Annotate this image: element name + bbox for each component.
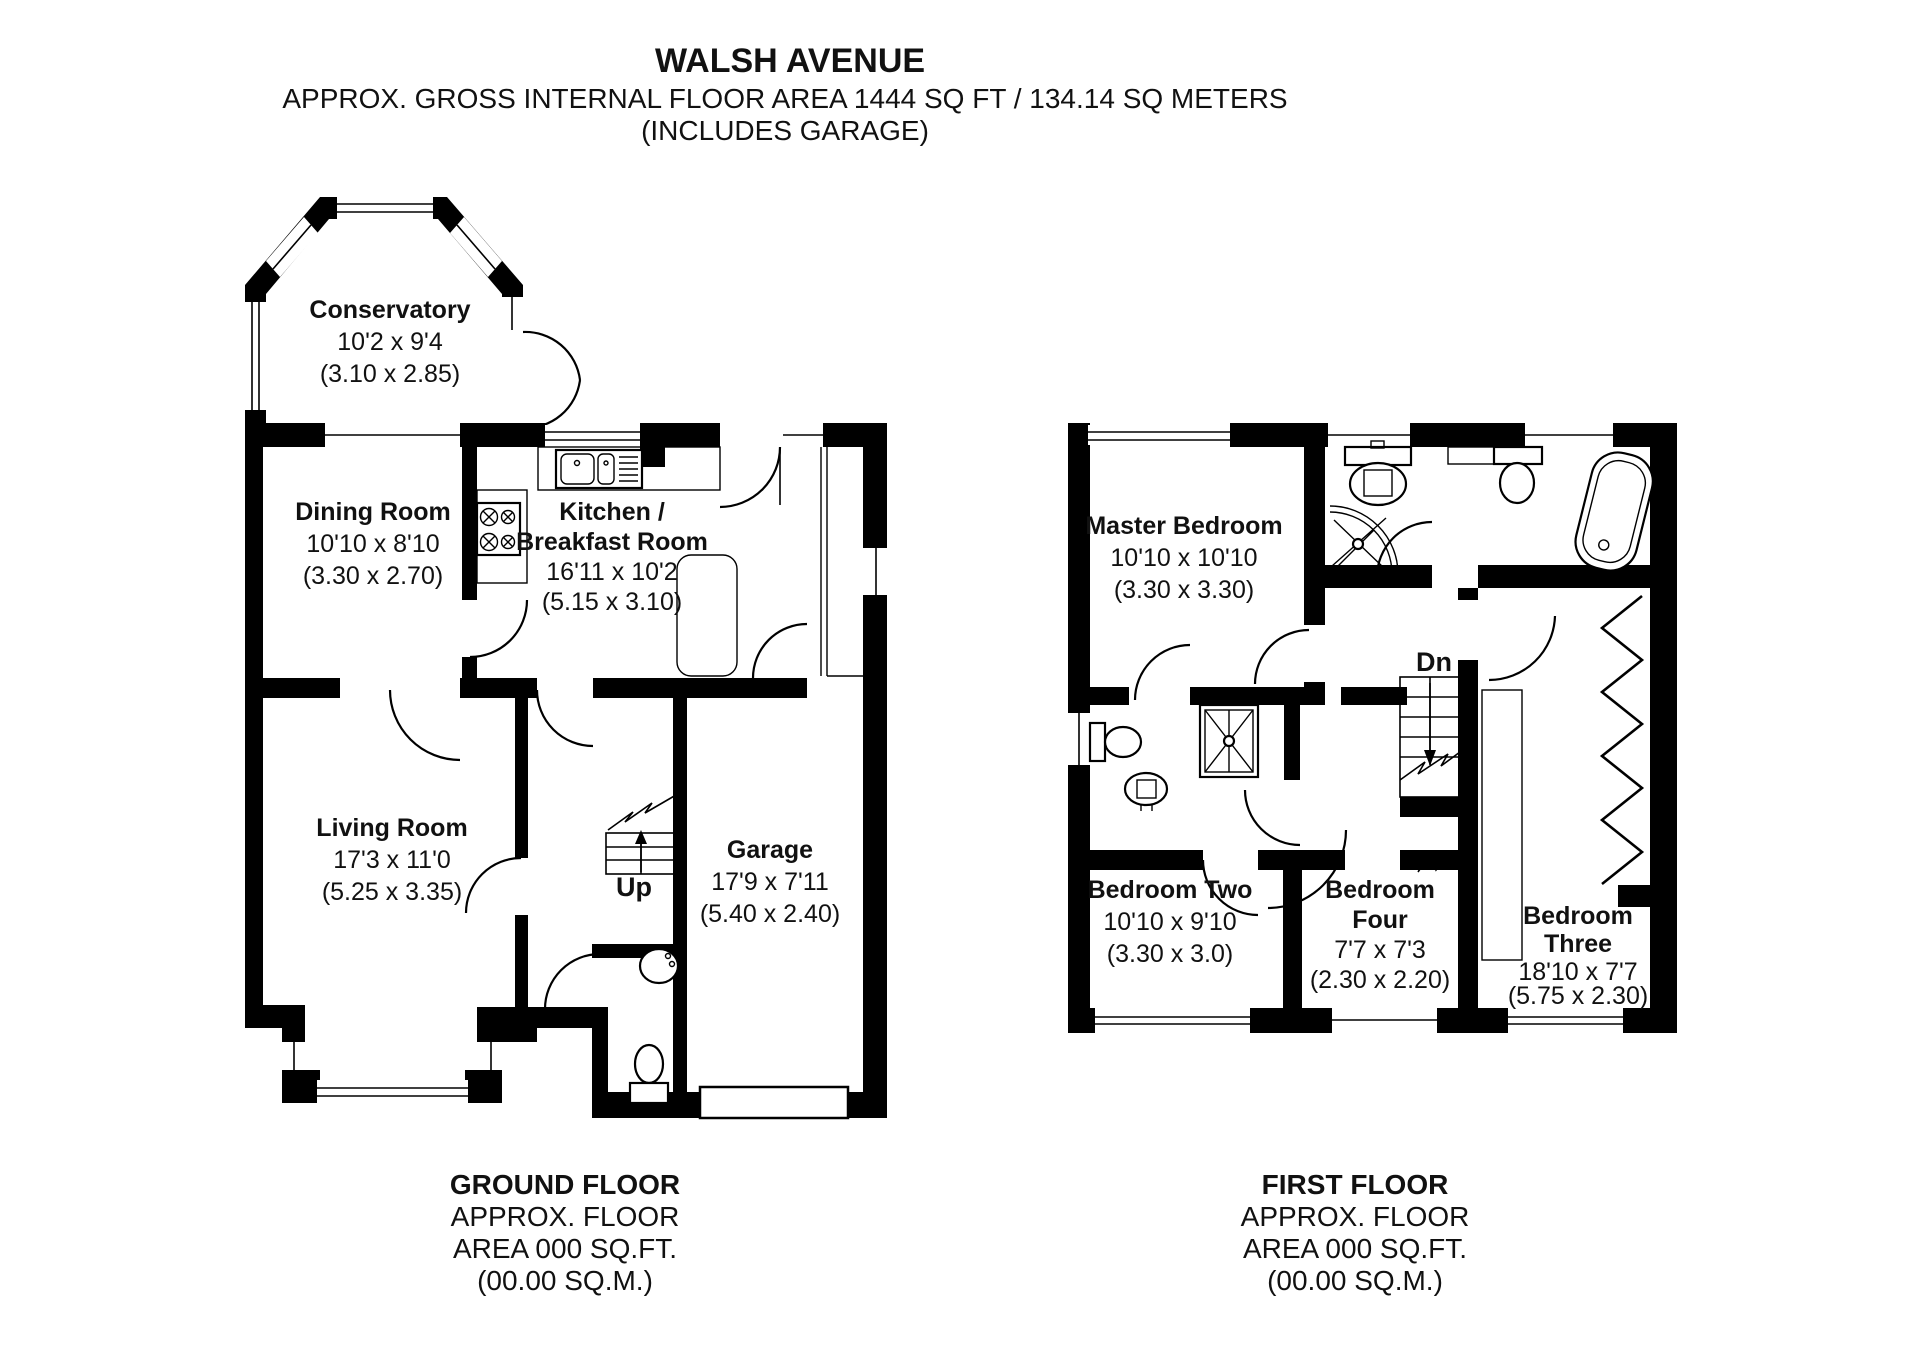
svg-text:Bedroom: Bedroom: [1325, 876, 1435, 904]
room-label-conservatory: [309, 296, 470, 388]
room-label-dining: [295, 498, 451, 590]
sink-fixture-bathroom: [1345, 441, 1411, 505]
ground-floor-footer: [450, 1169, 680, 1296]
corner-shower-fixture: [1330, 506, 1398, 574]
room-label-master: [1085, 512, 1282, 604]
svg-text:(3.30 x 3.0): (3.30 x 3.0): [1106, 940, 1234, 968]
stairs-down-label: Dn: [1416, 647, 1452, 677]
svg-text:(00.00 SQ.M.): (00.00 SQ.M.): [1267, 1265, 1443, 1296]
wc-door: [545, 954, 600, 1009]
header: [282, 42, 1287, 146]
svg-text:Dining Room: Dining Room: [295, 498, 451, 526]
kitchen-sink-fixture: [538, 447, 720, 490]
master-ensuite-door: [1135, 645, 1190, 700]
kitchen-hall-door: [537, 690, 593, 746]
svg-text:APPROX. FLOOR: APPROX. FLOOR: [1240, 1201, 1470, 1232]
room-label-garage: [700, 836, 840, 928]
master-landing-door: [1255, 630, 1309, 684]
toilet-fixture-gf: [630, 1045, 668, 1103]
room-label-bedroom-four: [1310, 876, 1450, 994]
svg-text:(5.75 x 2.30): (5.75 x 2.30): [1507, 982, 1649, 1010]
hall-garage-door: [753, 624, 807, 678]
dining-living-door: [390, 690, 460, 760]
french-doors: [523, 332, 580, 428]
svg-text:17'3 x 11'0: 17'3 x 11'0: [333, 846, 451, 874]
svg-text:Bedroom: Bedroom: [1523, 902, 1633, 930]
bath-fixture: [1570, 447, 1659, 576]
ensuite-door: [1245, 790, 1300, 845]
svg-text:APPROX. FLOOR: APPROX. FLOOR: [450, 1201, 680, 1232]
svg-text:AREA 000 SQ.FT.: AREA 000 SQ.FT.: [1242, 1233, 1468, 1264]
svg-text:GROUND FLOOR: GROUND FLOOR: [449, 1169, 681, 1200]
svg-text:Living Room: Living Room: [316, 814, 468, 842]
page-subtitle: APPROX. GROSS INTERNAL FLOOR AREA 1444 SQ FT / 134.14 SQ METERS: [282, 83, 1288, 114]
svg-text:18'10 x 7'7: 18'10 x 7'7: [1518, 958, 1638, 986]
svg-text:10'10 x 9'10: 10'10 x 9'10: [1103, 908, 1237, 936]
sink-fixture-gf: [640, 949, 678, 983]
page-subtitle2: (INCLUDES GARAGE): [641, 115, 929, 146]
svg-text:(00.00 SQ.M.): (00.00 SQ.M.): [477, 1265, 653, 1296]
room-label-kitchen: [516, 498, 708, 616]
room-label-bedroom-three: [1508, 902, 1648, 1010]
svg-text:Garage: Garage: [726, 836, 814, 864]
svg-text:(5.40 x 2.40): (5.40 x 2.40): [699, 900, 841, 928]
svg-text:Breakfast Room: Breakfast Room: [516, 528, 708, 556]
svg-text:17'9 x 7'11: 17'9 x 7'11: [711, 868, 829, 896]
garage-door: [700, 1087, 848, 1118]
room-label-bedroom-two: [1088, 876, 1253, 968]
svg-text:Kitchen /: Kitchen /: [559, 498, 665, 526]
svg-text:7'7 x 7'3: 7'7 x 7'3: [1334, 936, 1426, 964]
shower-cubicle-fixture: [1200, 705, 1258, 777]
svg-text:FIRST FLOOR: FIRST FLOOR: [1261, 1169, 1449, 1200]
ground-floor-plan: [245, 197, 887, 1296]
svg-text:16'11 x 10'2: 16'11 x 10'2: [546, 558, 678, 586]
toilet-fixture-ensuite: [1090, 723, 1141, 761]
bedroom-three-door: [1489, 616, 1555, 680]
first-floor-plan: [1068, 423, 1677, 1296]
svg-text:Conservatory: Conservatory: [309, 296, 471, 324]
front-door: [720, 447, 780, 507]
svg-text:Bedroom Two: Bedroom Two: [1087, 876, 1253, 904]
dining-kitchen-door: [470, 600, 527, 657]
svg-text:(5.15 x 3.10): (5.15 x 3.10): [541, 588, 683, 616]
svg-text:Four: Four: [1352, 906, 1408, 934]
living-room-door: [466, 858, 521, 913]
hob-fixture: [477, 503, 520, 555]
svg-text:Master Bedroom: Master Bedroom: [1085, 512, 1283, 540]
svg-text:10'10 x 8'10: 10'10 x 8'10: [306, 530, 440, 558]
stairs-up: [606, 795, 676, 874]
svg-text:10'2 x 9'4: 10'2 x 9'4: [337, 328, 443, 356]
page-title: WALSH AVENUE: [654, 42, 926, 80]
svg-text:AREA 000 SQ.FT.: AREA 000 SQ.FT.: [452, 1233, 678, 1264]
svg-text:(3.10 x 2.85): (3.10 x 2.85): [319, 360, 461, 388]
sink-fixture-ensuite: [1125, 773, 1167, 811]
svg-text:(2.30 x 2.20): (2.30 x 2.20): [1309, 966, 1451, 994]
svg-text:(3.30 x 3.30): (3.30 x 3.30): [1113, 576, 1255, 604]
toilet-fixture-bathroom: [1448, 447, 1542, 503]
first-floor-footer: [1241, 1169, 1470, 1296]
svg-text:(3.30 x 2.70): (3.30 x 2.70): [302, 562, 444, 590]
stairs-up-label: Up: [616, 872, 652, 902]
ground-floor-windows: [283, 425, 887, 1103]
room-label-living: [316, 814, 467, 906]
svg-text:10'10 x 10'10: 10'10 x 10'10: [1110, 544, 1258, 572]
svg-text:Three: Three: [1543, 930, 1613, 958]
stairs-down: [1400, 677, 1460, 797]
svg-text:(5.25 x 3.35): (5.25 x 3.35): [321, 878, 463, 906]
